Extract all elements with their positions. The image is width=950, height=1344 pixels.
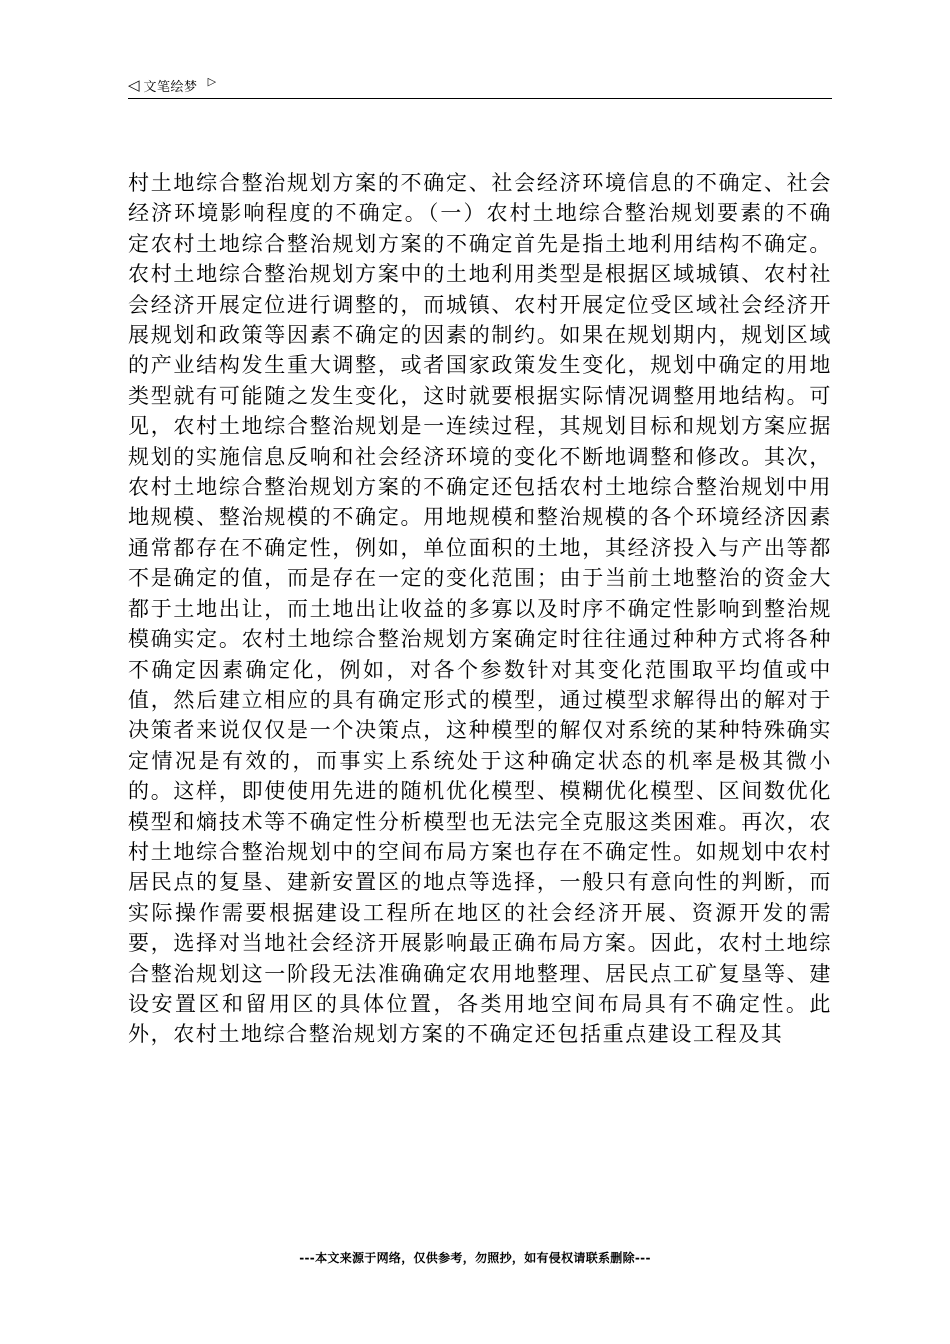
header-row: [128, 74, 832, 96]
page-header: [128, 74, 832, 99]
left-triangle-icon: ◁: [128, 75, 140, 94]
footer-notice: ---本文来源于网络，仅供参考，勿照抄，如有侵权请联系删除---: [299, 1251, 651, 1265]
right-triangle-icon: ▷: [207, 74, 217, 88]
document-body: 村土地综合整治规划方案的不确定、社会经济环境信息的不确定、社会经济环境影响程度的不确定。（一）农村土地综合整治规划要素的不确定农村土地综合整治规划方案的不确定首先是指土地利用结构不确定。农村土地综合整治规划方案中的土地利用类型是根据区域城镇、农村社会经济开展定位进行调整的，而城镇、农村开展定位受区域社会经济开展规划和政策等因素不确定的因素的制约。如果在规划期内，规划区域的产业结构发生重大调整，或者国家政策发生变化，规划中确定的用地类型就有可能随之发生变化，这时就要根据实际情况调整用地结构。可见，农村土地综合整治规划是一连续过程，其规划目标和规划方案应据规划的实施信息反响和社会经济环境的变化不断地调整和修改。其次，农村土地综合整治规划方案的不确定还包括农村土地综合整治规划中用地规模、整治规模的不确定。用地规模和整治规模的各个环境经济因素通常都存在不确定性，例如，单位面积的土地，其经济投入与产出等都不是确定的值，而是存在一定的变化范围；由于当前土地整治的资金大都于土地出让，而土地出让收益的多寡以及时序不确定性影响到整治规模确实定。农村土地综合整治规划方案确定时往往通过种种方式将各种不确定因素确定化，例如，对各个参数针对其变化范围取平均值或中值，然后建立相应的具有确定形式的模型，通过模型求解得出的解对于决策者来说仅仅是一个决策点，这种模型的解仅对系统的某种特殊确实定情况是有效的，而事实上系统处于这种确定状态的机率是极其微小的。这样，即使使用先进的随机优化模型、模糊优化模型、区间数优化模型和熵技术等不确定性分析模型也无法完全克服这类困难。再次，农村土地综合整治规划中的空间布局方案也存在不确定性。如规划中农村居民点的复垦、建新安置区的地点等选择，一般只有意向性的判断，而实际操作需要根据建设工程所在地区的社会经济开展、资源开发的需要，选择对当地社会经济开展影响最正确布局方案。因此，农村土地综合整治规划这一阶段无法准确确定农用地整理、居民点工矿复垦等、建设安置区和留用区的具体位置，各类用地空间布局具有不确定性。此外，农村土地综合整治规划方案的不确定还包括重点建设工程及其: [128, 171, 832, 1047]
header-title: 文笔绘梦: [143, 79, 198, 95]
